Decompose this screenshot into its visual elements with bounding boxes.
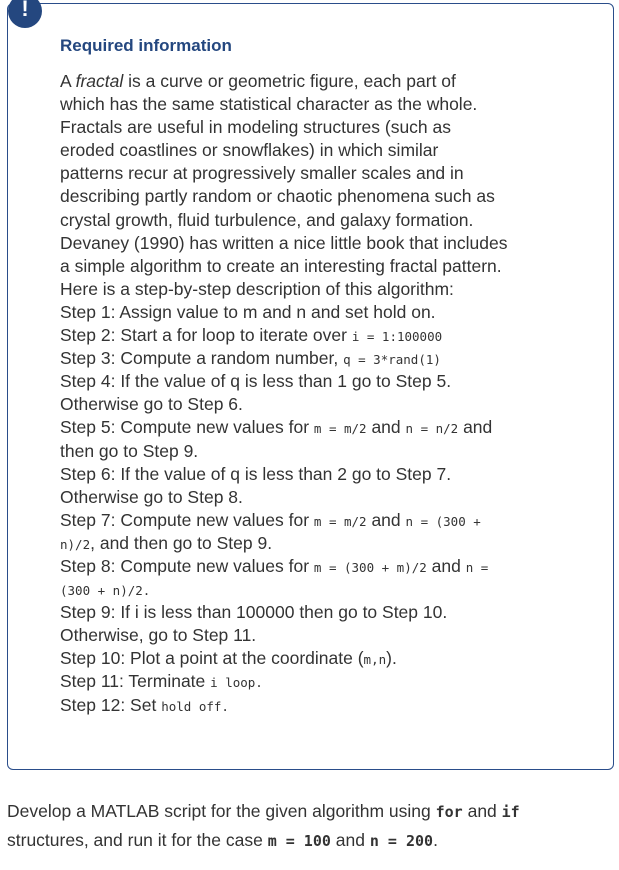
code-snippet: q = 3*rand(1) [343, 352, 441, 368]
code-snippet: m,n [363, 652, 387, 668]
text-line [60, 670, 507, 693]
text-line [60, 209, 507, 232]
text-segment: Fractals are useful in modeling structures (such as [60, 117, 451, 138]
text-segment: and [458, 417, 493, 438]
text-line [60, 532, 507, 555]
text-line [60, 185, 507, 208]
text-line [60, 694, 507, 717]
text-line [60, 162, 507, 185]
text-line [60, 647, 507, 670]
alert-icon: ! [8, 0, 42, 28]
text-line [60, 624, 507, 647]
text-segment: and [330, 830, 370, 850]
text-segment: is a curve or geometric figure, each part of [123, 71, 456, 91]
text-segment: , and then go to Step 9. [90, 532, 273, 553]
text-line [60, 93, 507, 116]
text-segment: Step 8: Compute new values for [60, 555, 314, 576]
text-line [60, 486, 507, 509]
code-snippet: (300 + n)/2. [60, 583, 151, 599]
text-segment: Here is a step-by-step description of this algorithm: [60, 278, 454, 299]
text-line [60, 370, 507, 393]
text-segment: eroded coastlines or snowflakes) in which similar [60, 140, 439, 161]
code-snippet: n)/2 [60, 536, 91, 552]
text-segment: Step 4: If the value of q is less than 1 go to Step 5. [60, 371, 452, 392]
code-snippet: n = [465, 559, 489, 575]
code-snippet: for [435, 803, 463, 821]
text-segment: Step 7: Compute new values for [60, 509, 314, 530]
text-segment: Step 6: If the value of q is less than 2 go to Step 7. [60, 463, 452, 484]
code-snippet: m = (300 + m)/2 [313, 559, 427, 575]
code-snippet: n = 200 [369, 832, 434, 850]
text-line [60, 578, 507, 601]
text-segment: and [366, 509, 406, 530]
text-line [7, 797, 520, 826]
text-line [60, 116, 507, 139]
algorithm-description [60, 70, 507, 717]
text-line [60, 301, 507, 324]
text-line [60, 463, 507, 486]
text-segment: . [433, 830, 438, 850]
text-segment: and [462, 801, 502, 821]
text-line [60, 324, 507, 347]
text-segment: and [366, 417, 406, 438]
code-snippet: n = (300 + [405, 513, 481, 529]
text-line [60, 255, 507, 278]
panel-title: Required information [60, 36, 232, 55]
text-line [60, 509, 507, 532]
text-line [60, 601, 507, 624]
text-segment: Step 5: Compute new values for [60, 417, 314, 438]
code-snippet: m = m/2 [313, 513, 367, 529]
text-line [60, 347, 507, 370]
text-segment: Step 2: Start a for loop to iterate over [60, 325, 352, 346]
text-line [60, 70, 507, 93]
text-segment: Otherwise go to Step 8. [60, 486, 243, 507]
text-segment: Otherwise go to Step 6. [60, 394, 243, 415]
text-segment: crystal growth, fluid turbulence, and galaxy formation. [60, 209, 474, 230]
text-segment: Step 9: If i is less than 100000 then go to Step 10. [60, 602, 448, 623]
code-snippet: n = n/2 [405, 421, 459, 437]
text-segment: Devaney (1990) has written a nice little book that includes [60, 232, 508, 253]
text-segment: which has the same statistical character as the whole. [60, 94, 478, 115]
text-line [60, 278, 507, 301]
text-line [60, 440, 507, 463]
code-snippet: m = 100 [267, 832, 331, 850]
code-snippet: i loop. [210, 675, 263, 691]
text-segment: patterns recur at progressively smaller scales and in [60, 163, 464, 184]
text-segment: Step 10: Plot a point at the coordinate ( [60, 648, 364, 669]
text-segment: describing partly random or chaotic phenomena such as [60, 186, 495, 207]
code-snippet: i = 1:100000 [351, 329, 443, 345]
text-line [7, 826, 520, 855]
text-segment: structures, and run it for the case [7, 830, 268, 850]
text-line [60, 416, 507, 439]
text-line [60, 555, 507, 578]
text-line [60, 393, 507, 416]
text-segment: then go to Step 9. [60, 440, 199, 461]
text-segment: Step 1: Assign value to m and n and set hold on. [60, 301, 436, 322]
text-segment: Step 12: Set [60, 694, 162, 715]
text-segment: and [426, 555, 466, 576]
text-line [60, 139, 507, 162]
text-segment: Step 3: Compute a random number, [60, 348, 344, 369]
text-segment: Develop a MATLAB script for the given algorithm using [7, 801, 436, 821]
text-segment: Otherwise, go to Step 11. [60, 625, 257, 646]
text-segment: a simple algorithm to create an interesting fractal pattern. [60, 255, 502, 276]
text-segment: A [60, 71, 76, 91]
question-text [7, 797, 520, 855]
code-snippet: hold off. [161, 698, 229, 714]
text-segment: fractal [75, 71, 124, 91]
text-segment: ). [386, 648, 397, 669]
text-line [60, 232, 507, 255]
code-snippet: if [501, 803, 520, 821]
text-segment: Step 11: Terminate [60, 671, 211, 692]
code-snippet: m = m/2 [313, 421, 367, 437]
